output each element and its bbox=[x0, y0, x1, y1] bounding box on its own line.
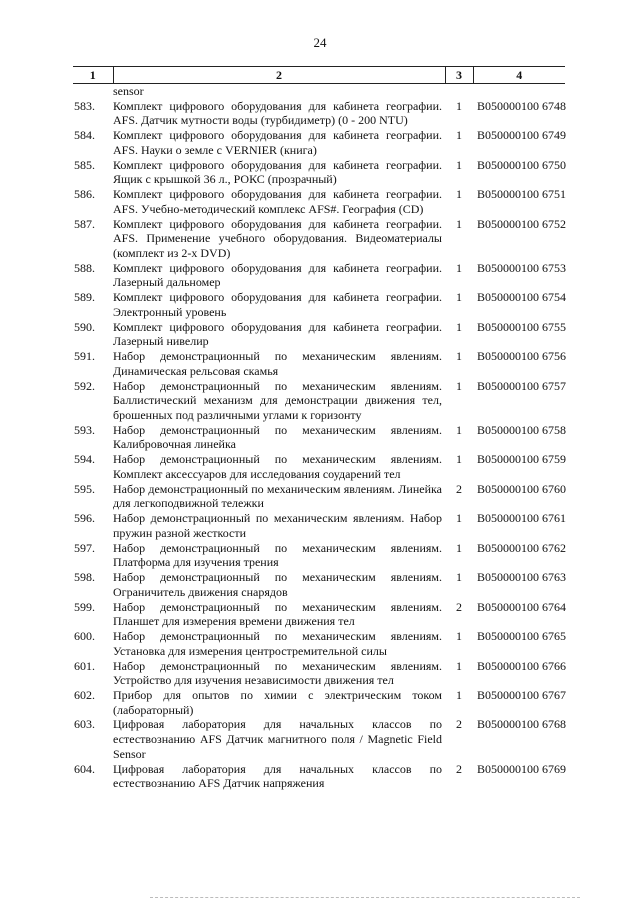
table-row bbox=[73, 423, 565, 452]
table-row bbox=[73, 629, 565, 658]
item-quantity: 1 bbox=[456, 128, 462, 143]
item-quantity: 1 bbox=[456, 511, 462, 526]
item-code: B050000100 6748 bbox=[477, 98, 567, 113]
item-quantity: 1 bbox=[456, 570, 462, 585]
table-header-row bbox=[73, 67, 565, 84]
item-code: B050000100 6766 bbox=[477, 658, 567, 673]
item-quantity: 1 bbox=[456, 422, 462, 437]
row-number: 596. bbox=[74, 511, 95, 526]
item-name: Цифровая лаборатория для начальных классов по естествознанию AFS Датчик магнитного поля / Magnetic Field Sensor bbox=[113, 717, 442, 761]
table-row bbox=[73, 128, 565, 157]
item-name: Комплект цифрового оборудования для кабинета географии. Лазерный нивелир bbox=[113, 319, 442, 349]
row-number: 603. bbox=[74, 717, 95, 732]
item-quantity: 1 bbox=[456, 658, 462, 673]
item-quantity: 1 bbox=[456, 157, 462, 172]
item-name: Набор демонстрационный по механическим явлениям. Динамическая рельсовая скамья bbox=[113, 349, 442, 378]
row-number: 600. bbox=[74, 629, 95, 644]
item-code: B050000100 6756 bbox=[477, 349, 567, 364]
continuation-row bbox=[73, 84, 565, 99]
item-name: Цифровая лаборатория для начальных классов по естествознанию AFS Датчик напряжения bbox=[113, 761, 442, 791]
item-name: Набор демонстрационный по механическим явлениям. Планшет для измерения времени движения тел bbox=[113, 599, 442, 629]
table-row bbox=[73, 600, 565, 629]
item-code: B050000100 6767 bbox=[477, 687, 567, 702]
item-code: B050000100 6751 bbox=[477, 187, 567, 202]
item-quantity: 2 bbox=[456, 481, 462, 496]
item-quantity: 1 bbox=[456, 260, 462, 275]
item-code: B050000100 6758 bbox=[477, 422, 567, 437]
item-quantity: 2 bbox=[456, 599, 462, 614]
row-number: 591. bbox=[74, 349, 95, 364]
item-quantity: 1 bbox=[456, 216, 462, 231]
row-number: 593. bbox=[74, 422, 95, 437]
item-code: B050000100 6759 bbox=[477, 452, 567, 467]
row-number: 588. bbox=[74, 260, 95, 275]
item-code: B050000100 6752 bbox=[477, 216, 567, 231]
item-quantity: 1 bbox=[456, 290, 462, 305]
header-col-3: 3 bbox=[445, 67, 473, 84]
table-row bbox=[73, 290, 565, 319]
continuation-text: sensor bbox=[113, 84, 144, 98]
item-code: B050000100 6749 bbox=[477, 128, 567, 143]
row-number: 586. bbox=[74, 187, 95, 202]
row-number: 601. bbox=[74, 658, 95, 673]
item-name: Комплект цифрового оборудования для кабинета географии. AFS. Датчик мутности воды (турбидиметр) (0 - 200 NTU) bbox=[113, 98, 442, 128]
item-code: B050000100 6757 bbox=[477, 378, 567, 393]
table-row bbox=[73, 261, 565, 290]
row-number: 583. bbox=[74, 98, 95, 113]
item-name: Комплект цифрового оборудования для кабинета географии. AFS. Применение учебного оборудования. Видеоматериалы (комплект из 2-х DVD) bbox=[113, 216, 442, 260]
equipment-table bbox=[73, 66, 565, 791]
table-row bbox=[73, 158, 565, 187]
row-number: 599. bbox=[74, 599, 95, 614]
item-code: B050000100 6750 bbox=[477, 157, 567, 172]
header-col-4: 4 bbox=[473, 67, 565, 84]
item-name: Прибор для опытов по химии с электрическим током (лабораторный) bbox=[113, 687, 442, 717]
item-quantity: 1 bbox=[456, 98, 462, 113]
item-code: B050000100 6768 bbox=[477, 717, 567, 732]
table-row bbox=[73, 762, 565, 791]
table-row bbox=[73, 99, 565, 128]
item-name: Комплект цифрового оборудования для кабинета географии. Лазерный дальномер bbox=[113, 260, 442, 290]
item-quantity: 1 bbox=[456, 319, 462, 334]
item-name: Набор демонстрационный по механическим явлениям. Устройство для изучения независимости движения тел bbox=[113, 658, 442, 688]
item-quantity: 1 bbox=[456, 187, 462, 202]
row-number: 590. bbox=[74, 319, 95, 334]
row-number: 594. bbox=[74, 452, 95, 467]
table-row bbox=[73, 320, 565, 349]
table-row bbox=[73, 717, 565, 761]
row-number: 589. bbox=[74, 290, 95, 305]
table-row bbox=[73, 570, 565, 599]
item-code: B050000100 6764 bbox=[477, 599, 567, 614]
item-code: B050000100 6760 bbox=[477, 481, 567, 496]
item-quantity: 1 bbox=[456, 452, 462, 467]
row-number: 595. bbox=[74, 481, 95, 496]
bottom-divider bbox=[150, 897, 580, 898]
table-row bbox=[73, 541, 565, 570]
item-name: Комплект цифрового оборудования для кабинета географии. Ящик с крышкой 36 л., РОКС (прозрачный) bbox=[113, 157, 442, 187]
item-quantity: 2 bbox=[456, 761, 462, 776]
row-number: 602. bbox=[74, 687, 95, 702]
row-number: 598. bbox=[74, 570, 95, 585]
table-row bbox=[73, 379, 565, 423]
item-quantity: 1 bbox=[456, 378, 462, 393]
item-name: Комплект цифрового оборудования для кабинета географии. AFS. Науки о земле с VERNIER (книга) bbox=[113, 128, 442, 157]
item-code: B050000100 6754 bbox=[477, 290, 567, 305]
item-code: B050000100 6765 bbox=[477, 629, 567, 644]
row-number: 597. bbox=[74, 540, 95, 555]
item-name: Набор демонстрационный по механическим явлениям. Линейка для легкоподвижной тележки bbox=[113, 481, 442, 511]
table-row bbox=[73, 659, 565, 688]
item-code: B050000100 6753 bbox=[477, 260, 567, 275]
table-row bbox=[73, 452, 565, 481]
item-code: B050000100 6761 bbox=[477, 511, 567, 526]
item-quantity: 1 bbox=[456, 349, 462, 364]
header-col-2: 2 bbox=[113, 67, 445, 84]
item-name: Набор демонстрационный по механическим явлениям. Платформа для изучения трения bbox=[113, 540, 442, 570]
item-name: Набор демонстрационный по механическим явлениям. Баллистический механизм для демонстрации движения тел, брошенных под различными углами к горизонту bbox=[113, 378, 442, 422]
item-name: Набор демонстрационный по механическим явлениям. Комплект аксессуаров для исследования соударений тел bbox=[113, 452, 442, 481]
item-code: B050000100 6755 bbox=[477, 319, 567, 334]
item-name: Комплект цифрового оборудования для кабинета географии. Электронный уровень bbox=[113, 290, 442, 319]
table-row bbox=[73, 511, 565, 540]
table-row bbox=[73, 217, 565, 261]
row-number: 604. bbox=[74, 761, 95, 776]
item-quantity: 1 bbox=[456, 540, 462, 555]
table-row bbox=[73, 688, 565, 717]
row-number: 584. bbox=[74, 128, 95, 143]
item-name: Набор демонстрационный по механическим явлениям. Установка для измерения центростремительной силы bbox=[113, 629, 442, 658]
table-row bbox=[73, 349, 565, 378]
item-name: Комплект цифрового оборудования для кабинета географии. AFS. Учебно-методический комплекс AFS#. География (CD) bbox=[113, 187, 442, 216]
item-code: B050000100 6763 bbox=[477, 570, 567, 585]
page-number: 24 bbox=[313, 35, 327, 50]
item-name: Набор демонстрационный по механическим явлениям. Калибровочная линейка bbox=[113, 422, 442, 452]
row-number: 592. bbox=[74, 378, 95, 393]
item-code: B050000100 6769 bbox=[477, 761, 567, 776]
header-col-1: 1 bbox=[73, 67, 113, 84]
table-row bbox=[73, 482, 565, 511]
table-row bbox=[73, 187, 565, 216]
row-number: 585. bbox=[74, 157, 95, 172]
item-name: Набор демонстрационный по механическим явлениям. Ограничитель движения снарядов bbox=[113, 570, 442, 599]
row-number: 587. bbox=[74, 216, 95, 231]
item-name: Набор демонстрационный по механическим явлениям. Набор пружин разной жесткости bbox=[113, 511, 442, 540]
item-quantity: 2 bbox=[456, 717, 462, 732]
item-quantity: 1 bbox=[456, 629, 462, 644]
item-quantity: 1 bbox=[456, 687, 462, 702]
item-code: B050000100 6762 bbox=[477, 540, 567, 555]
